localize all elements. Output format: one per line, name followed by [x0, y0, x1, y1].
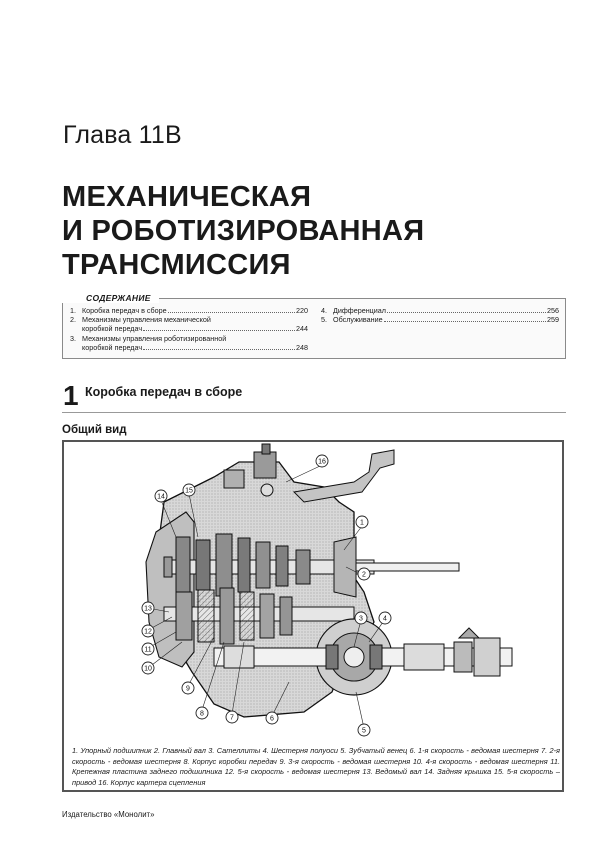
toc-dot-leader [143, 349, 295, 350]
section-title: Коробка передач в сборе [85, 385, 243, 399]
callout-12 [142, 625, 154, 637]
toc-item-page: 256 [547, 306, 559, 315]
toc-item-label-cont: коробкой передач [82, 342, 143, 352]
figure-caption: 1. Упорный подшипник 2. Главный вал 3. Сателлиты 4. Шестерня полуоси 5. Зубчатый венец 6. 1-я скорость - ведомая шестерня 7. 2-я скорость - ведомая шестерня 8. Корпус коробки передач 9. 3-я скорость - ведомая шестерня 10. 4-я скорость - ведомая шестерня 11. Крепежная пластина заднего подшипника 12. 5-я скорость - ведомая шестерня 13. Ведомый вал 14. Задняя крышка 15. 5-я скорость – привод 16. Корпус картера сцепления [72, 746, 560, 787]
callout-8-label: 8 [200, 710, 204, 718]
chapter-label: Глава 11В [63, 121, 182, 149]
callout-15 [183, 484, 195, 496]
callout-1-label: 1 [360, 519, 364, 527]
callout-3 [355, 612, 367, 624]
toc-item-number: 1. [70, 306, 76, 315]
section-number: 1 [63, 380, 79, 411]
callout-15-label: 15 [185, 487, 193, 495]
toc-dot-leader [387, 312, 546, 313]
callout-11 [142, 643, 154, 655]
callout-7-label: 7 [230, 714, 234, 722]
transmission-cutaway-drawing [64, 442, 562, 740]
toc-item-label: Механизмы управления роботизированной [82, 333, 227, 343]
contents-column-right [321, 306, 559, 324]
toc-item-label: Дифференциал [333, 306, 386, 315]
callout-11-label: 11 [144, 646, 152, 654]
contents-header: СОДЕРЖАНИЕ [62, 293, 159, 303]
toc-item[interactable] [321, 315, 559, 324]
callout-16-label: 16 [318, 458, 326, 466]
section-divider [62, 412, 566, 413]
toc-item-number: 3. [70, 333, 76, 343]
toc-item-page: 244 [296, 324, 308, 334]
callout-6 [266, 712, 278, 724]
callout-8 [196, 707, 208, 719]
toc-item[interactable] [70, 334, 308, 352]
callout-4-label: 4 [383, 615, 387, 623]
toc-item-number: 5. [321, 315, 327, 325]
toc-item-number: 2. [70, 315, 76, 325]
toc-dot-leader [168, 312, 295, 313]
callout-6-label: 6 [270, 715, 274, 723]
callout-5-label: 5 [362, 727, 366, 735]
chapter-title-line-1: МЕХАНИЧЕСКАЯ [62, 181, 312, 213]
toc-item-label: Коробка передач в сборе [82, 306, 167, 315]
chapter-title-line-3: ТРАНСМИССИЯ [62, 249, 291, 281]
toc-item[interactable] [70, 315, 308, 333]
chapter-title-line-2: И РОБОТИЗИРОВАННАЯ [62, 215, 425, 247]
contents-column-left [70, 306, 308, 352]
callout-10-label: 10 [144, 665, 152, 673]
toc-item-page: 248 [296, 342, 308, 352]
callout-2 [358, 568, 370, 580]
callout-7 [226, 711, 238, 723]
subsection-title: Общий вид [62, 424, 127, 436]
toc-item-number: 4. [321, 306, 327, 315]
clutch-lever [294, 450, 394, 502]
callout-2-label: 2 [362, 571, 366, 579]
figure-frame [62, 440, 564, 792]
toc-item-page: 259 [547, 315, 559, 325]
callout-3-label: 3 [359, 615, 363, 623]
toc-dot-leader [143, 330, 295, 331]
callout-9-label: 9 [186, 685, 190, 693]
callout-16 [316, 455, 328, 467]
callout-14-label: 14 [157, 493, 165, 501]
publisher-footer: Издательство «Монолит» [62, 810, 155, 819]
callout-4 [379, 612, 391, 624]
callout-14 [155, 490, 167, 502]
differential [316, 619, 392, 695]
callout-13 [142, 602, 154, 614]
toc-item-label: Механизмы управления механической [82, 315, 211, 325]
toc-item-page: 220 [296, 306, 308, 315]
toc-item-label-cont: коробкой передач [82, 324, 143, 334]
callout-1 [356, 516, 368, 528]
callout-13-label: 13 [144, 605, 152, 613]
table-of-contents [62, 293, 566, 359]
callout-12-label: 12 [144, 628, 152, 636]
callout-9 [182, 682, 194, 694]
callout-5 [358, 724, 370, 736]
toc-item[interactable] [70, 306, 308, 315]
toc-item-label: Обслуживание [333, 315, 383, 325]
chapter-title [62, 180, 424, 282]
callout-10 [142, 662, 154, 674]
toc-item[interactable] [321, 306, 559, 315]
toc-dot-leader [384, 321, 546, 322]
